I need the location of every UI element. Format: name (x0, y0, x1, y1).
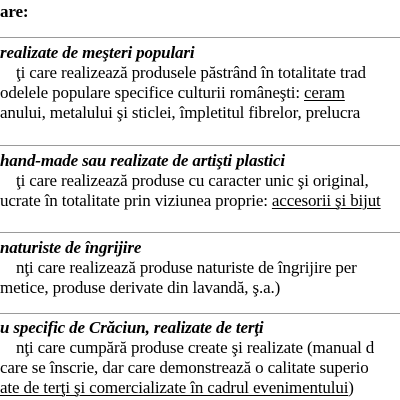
line-text: ucrate în totalitate prin viziunea proprie: (0, 191, 272, 210)
section-line (16, 338, 374, 358)
document-heading: are: (0, 2, 29, 21)
line-text: ) (348, 378, 354, 397)
section-divider (0, 37, 400, 38)
section-line (0, 378, 354, 398)
line-text: nţi care realizează produse naturiste de îngrijire per (16, 258, 357, 277)
section-line (0, 83, 345, 103)
line-underlined-text: accesorii şi bijut (271, 191, 381, 210)
line-text: ţi care realizează produse cu caracter unic şi original, (16, 171, 369, 190)
section-line (0, 278, 280, 298)
section-divider (0, 232, 400, 233)
section-line (0, 358, 369, 378)
section-line (0, 103, 360, 123)
section-line (0, 191, 381, 211)
line-underlined-text: ceram (304, 83, 345, 102)
section-divider (0, 145, 400, 146)
section-title-folk-artisans: realizate de meşteri populari (0, 43, 195, 62)
line-text: nţi care cumpără produse create şi realizate (manual d (16, 338, 375, 357)
line-text: care se înscrie, dar care demonstrează o calitate superio (0, 358, 369, 377)
line-text: metice, produse derivate din lavandă, ş.a.) (0, 278, 281, 297)
line-text: odelele populare specifice culturii româneşti: (0, 83, 305, 102)
line-underlined-text: ate de terţi şi comercializate în cadrul evenimentului (0, 378, 349, 397)
section-line (16, 258, 357, 278)
line-text: ţi care realizează produsele păstrând în totalitate trad (16, 63, 366, 82)
section-title-christmas-third-party: u specific de Crăciun, realizate de terţi (0, 318, 264, 337)
section-line (16, 63, 366, 83)
section-title-natural-care: naturiste de îngrijire (0, 238, 142, 257)
section-line (16, 171, 369, 191)
section-divider (0, 313, 400, 314)
line-text: anului, metalului şi sticlei, împletitul fibrelor, prelucra (0, 103, 361, 122)
section-title-handmade-artists: hand-made sau realizate de artişti plastici (0, 151, 285, 170)
